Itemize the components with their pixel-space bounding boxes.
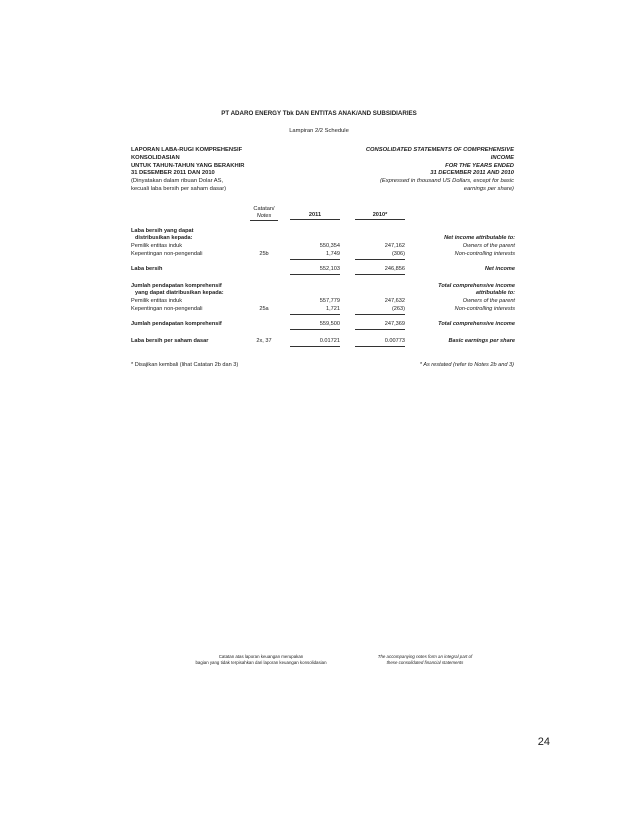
value-2010: (263) <box>355 306 405 315</box>
value-2011: 0.01721 <box>290 338 340 347</box>
company-header: PT ADARO ENERGY Tbk DAN ENTITAS ANAK/AND SUBSIDIARIES <box>221 110 417 117</box>
value-2010: 246,856 <box>355 266 405 275</box>
restated-footnote-english: * As restated (refer to Notes 2b and 3) <box>419 362 514 368</box>
row-label-english: Non-controlling interests <box>454 251 515 257</box>
row-label: Laba bersih <box>131 266 163 272</box>
notes-header-line2: Notes <box>250 213 278 221</box>
value-2011: 1,721 <box>290 306 340 315</box>
year-2010-header: 2010* <box>355 212 405 220</box>
note-ref: 25a <box>259 306 269 312</box>
statement-title-english <box>366 147 514 194</box>
title-left-line: (Dinyatakan dalam ribuan Dolar AS, <box>131 178 224 185</box>
row-label: Pemilik entitas induk <box>131 298 182 304</box>
title-right-line: earnings per share) <box>463 185 514 192</box>
title-right-line: (Expressed in thousand US Dollars, except for basic <box>379 178 514 185</box>
value-2010: 247,162 <box>384 243 405 249</box>
statement-title-indonesian <box>131 147 244 194</box>
value-2011: 557,779 <box>319 298 340 304</box>
note-ref: 25b <box>259 251 269 257</box>
row-label-english: Basic earnings per share <box>448 338 515 344</box>
row-label: distribusikan kepada: <box>135 235 193 241</box>
value-2010: (306) <box>355 251 405 260</box>
page-number: 24 <box>537 736 550 748</box>
row-label-english: Non-controlling interests <box>454 306 515 312</box>
row-label: Kepentingan non-pengendali <box>131 306 203 312</box>
value-2010: 247,632 <box>384 298 405 304</box>
value-2011: 550,354 <box>319 243 340 249</box>
notes-column-header <box>250 206 278 221</box>
row-label-english: Owners of the parent <box>462 298 515 304</box>
value-2010: 247,369 <box>355 321 405 330</box>
title-right-line: CONSOLIDATED STATEMENTS OF COMPREHENSIVE <box>365 147 514 153</box>
notes-integral-english <box>355 654 495 666</box>
row-label-english: Net income <box>484 266 515 272</box>
title-right-line: 31 DECEMBER 2011 AND 2010 <box>430 170 514 177</box>
notes-integral-indonesian <box>181 654 341 666</box>
title-right-line: INCOME <box>490 154 514 161</box>
value-2010: 0.00773 <box>355 338 405 347</box>
row-label: Pemilik entitas induk <box>131 243 182 249</box>
title-right-line: FOR THE YEARS ENDED <box>445 162 514 169</box>
row-label: Jumlah pendapatan komprehensif <box>131 321 222 327</box>
title-left-line: 31 DESEMBER 2011 DAN 2010 <box>131 170 215 177</box>
row-label: yang dapat diatribusikan kepada: <box>135 290 224 296</box>
row-label: Laba bersih yang dapat <box>131 228 194 234</box>
value-2011: 559,500 <box>290 321 340 330</box>
year-2011-header: 2011 <box>290 212 340 220</box>
bottom-note-line: bagian yang tidak terpisahkan dari laporan keuangan konsolidasian <box>195 660 327 665</box>
row-label-english: Net income attributable to: <box>444 235 515 241</box>
row-label-english: Owners of the parent <box>462 243 515 249</box>
restated-footnote-indonesian: * Disajikan kembali (lihat Catatan 2b dan 3) <box>131 362 239 368</box>
row-label-english: Total comprehensive income <box>438 321 515 327</box>
title-left-line: KONSOLIDASIAN <box>131 154 180 161</box>
title-left-line: UNTUK TAHUN-TAHUN YANG BERAKHIR <box>131 162 245 169</box>
note-ref: 2x, 37 <box>256 338 272 344</box>
schedule-label: Lampiran 2/2 Schedule <box>289 128 349 134</box>
value-2011: 552,103 <box>290 266 340 275</box>
bottom-note-line: Catatan atas laporan keuangan merupakan <box>218 654 304 659</box>
title-left-line: LAPORAN LABA-RUGI KOMPREHENSIF <box>131 147 243 153</box>
notes-header-line1: Catatan/ <box>253 206 275 212</box>
title-left-line: kecuali laba bersih per saham dasar) <box>131 185 227 192</box>
row-label-english: attributable to: <box>475 290 515 296</box>
row-label: Laba bersih per saham dasar <box>131 338 209 344</box>
value-2011: 1,749 <box>290 251 340 260</box>
row-label: Jumlah pendapatan komprehensif <box>131 283 222 289</box>
row-label-english: Total comprehensive income <box>438 283 515 289</box>
row-label: Kepentingan non-pengendali <box>131 251 203 257</box>
bottom-note-line: The accompanying notes form an integral part of <box>377 654 473 659</box>
bottom-note-line: these consolidated financial statements <box>386 660 464 665</box>
